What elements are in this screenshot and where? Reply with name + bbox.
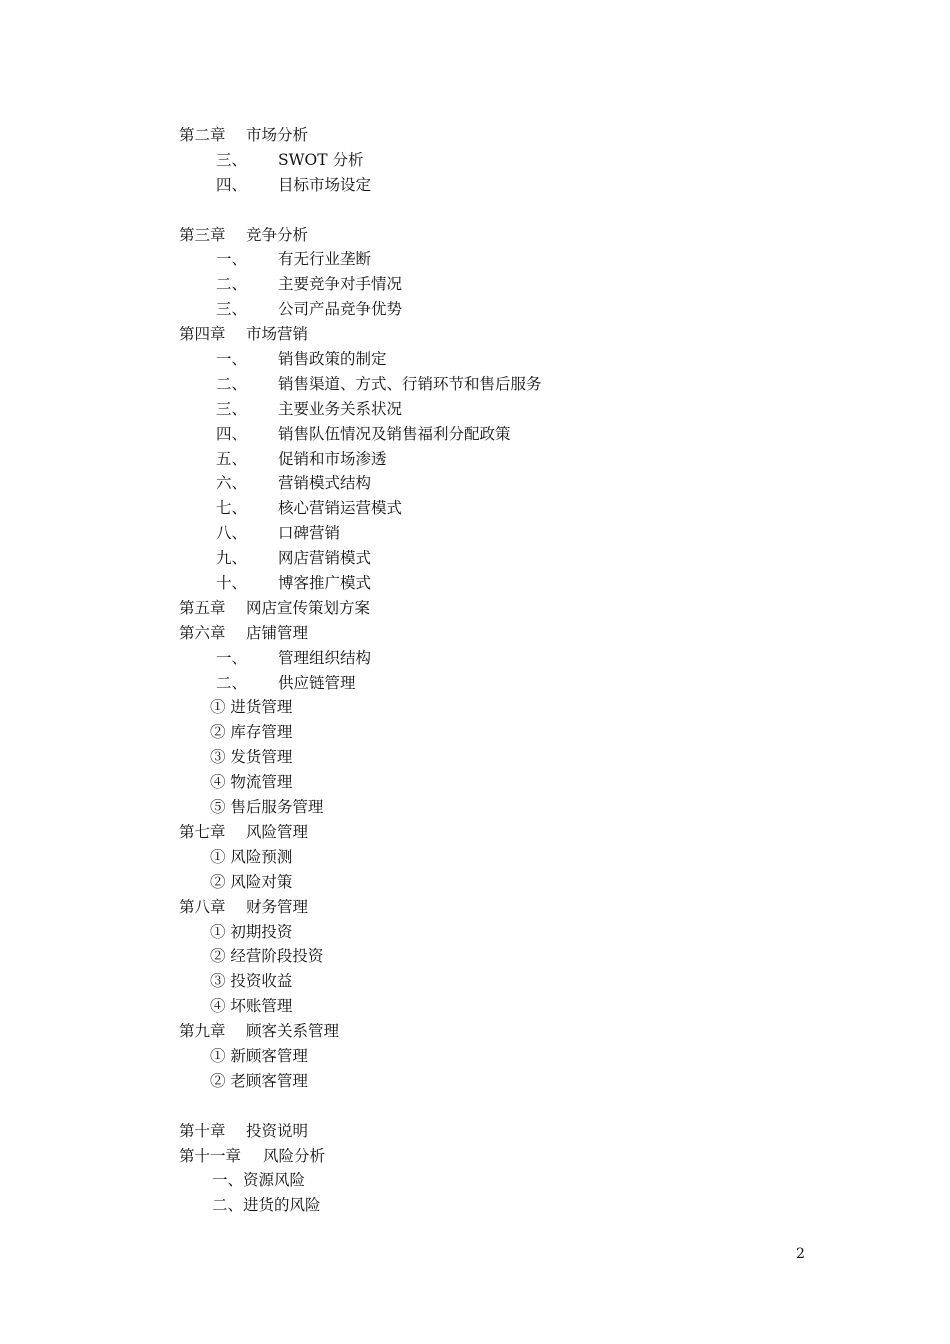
section-title: 供应链管理 <box>278 673 356 692</box>
chapter-title: 市场分析 <box>246 126 309 144</box>
toc-section <box>179 1168 879 1193</box>
toc-section <box>179 471 879 496</box>
chapter-number: 第三章 <box>179 225 226 244</box>
chapter-number: 第十章 <box>179 1121 226 1140</box>
toc-section <box>179 173 879 198</box>
section-number: 五、 <box>216 449 248 468</box>
toc-section <box>179 571 879 596</box>
toc-section <box>179 247 879 272</box>
toc-chapter <box>179 895 879 920</box>
section-number: 二、 <box>212 1196 244 1215</box>
section-number: 九、 <box>216 549 248 568</box>
section-title: 促销和市场渗透 <box>278 449 387 468</box>
chapter-title: 店铺管理 <box>246 623 309 642</box>
toc-subitem: ① 风险预测 <box>210 847 293 866</box>
section-title: 目标市场设定 <box>278 175 372 194</box>
chapter-title: 风险管理 <box>246 822 309 841</box>
section-number: 二、 <box>216 673 248 692</box>
chapter-title: 市场营销 <box>246 325 309 344</box>
chapter-number: 第四章 <box>179 325 226 344</box>
section-title: 管理组织结构 <box>278 648 372 667</box>
section-title: 销售队伍情况及销售福利分配政策 <box>278 424 511 443</box>
section-number: 四、 <box>216 175 248 194</box>
toc-chapter <box>179 820 879 845</box>
toc-section <box>179 646 879 671</box>
toc-subitem: ⑤ 售后服务管理 <box>210 798 324 817</box>
chapter-number: 第二章 <box>179 126 226 144</box>
section-number: 四、 <box>216 424 248 443</box>
section-title: 进货的风险 <box>243 1196 321 1215</box>
section-title: 主要业务关系状况 <box>278 399 403 418</box>
table-of-contents <box>179 123 879 1218</box>
section-title: 口碑营销 <box>278 524 341 543</box>
section-number: 二、 <box>216 374 248 393</box>
toc-section <box>179 148 879 173</box>
chapter-title: 投资说明 <box>246 1121 309 1140</box>
toc-section <box>179 297 879 322</box>
chapter-title: 网店宣传策划方案 <box>246 598 371 617</box>
toc-section <box>179 272 879 297</box>
section-title: 博客推广模式 <box>278 574 372 593</box>
toc-chapter <box>179 621 879 646</box>
chapter-number: 第八章 <box>179 897 226 916</box>
section-number: 一、 <box>212 1171 244 1190</box>
section-title: 核心营销运营模式 <box>278 499 403 518</box>
toc-subitem: ② 老顾客管理 <box>210 1071 308 1090</box>
toc-chapter <box>179 1144 879 1169</box>
section-number: 七、 <box>216 499 248 518</box>
toc-chapter <box>179 223 879 248</box>
section-number: 三、 <box>216 399 248 418</box>
section-number: 十、 <box>216 574 248 593</box>
toc-section <box>179 347 879 372</box>
section-number: 一、 <box>216 350 248 369</box>
chapter-number: 第五章 <box>179 598 226 617</box>
section-title: SWOT 分析 <box>278 150 364 169</box>
toc-section <box>179 422 879 447</box>
toc-section <box>179 1193 879 1218</box>
section-number: 三、 <box>216 150 248 169</box>
section-title: 公司产品竞争优势 <box>278 300 403 319</box>
toc-chapter <box>179 1119 879 1144</box>
page-number: 2 <box>796 1246 805 1262</box>
toc-subitem: ① 新顾客管理 <box>210 1046 308 1065</box>
section-title: 主要竞争对手情况 <box>278 275 403 294</box>
toc-subitem: ③ 发货管理 <box>210 748 293 767</box>
section-number: 一、 <box>216 648 248 667</box>
toc-chapter <box>179 123 879 148</box>
section-title: 销售渠道、方式、行销环节和售后服务 <box>278 374 542 393</box>
toc-subitem: ① 进货管理 <box>210 698 293 717</box>
toc-section <box>179 496 879 521</box>
toc-subitem: ④ 物流管理 <box>210 773 293 792</box>
toc-subitem: ② 经营阶段投资 <box>210 947 324 966</box>
toc-subitem: ① 初期投资 <box>210 922 293 941</box>
toc-section <box>179 546 879 571</box>
toc-subitem: ④ 坏账管理 <box>210 997 293 1016</box>
section-number: 八、 <box>216 524 248 543</box>
section-title: 销售政策的制定 <box>278 350 387 369</box>
chapter-title: 顾客关系管理 <box>246 1022 340 1041</box>
toc-section <box>179 671 879 696</box>
chapter-title: 竞争分析 <box>246 225 309 244</box>
chapter-number: 第六章 <box>179 623 226 642</box>
toc-chapter <box>179 1019 879 1044</box>
section-title: 有无行业垄断 <box>278 250 372 269</box>
chapter-title: 财务管理 <box>246 897 309 916</box>
blank-line <box>179 1094 879 1119</box>
section-number: 一、 <box>216 250 248 269</box>
toc-chapter <box>179 322 879 347</box>
section-number: 三、 <box>216 300 248 319</box>
section-title: 网店营销模式 <box>278 549 372 568</box>
toc-section <box>179 447 879 472</box>
toc-section <box>179 397 879 422</box>
toc-section <box>179 372 879 397</box>
toc-subitem: ② 库存管理 <box>210 723 293 742</box>
section-title: 资源风险 <box>243 1171 306 1190</box>
chapter-number: 第九章 <box>179 1022 226 1041</box>
section-title: 营销模式结构 <box>278 474 372 493</box>
toc-subitem: ③ 投资收益 <box>210 972 293 991</box>
toc-section <box>179 521 879 546</box>
blank-line <box>179 198 879 223</box>
section-number: 六、 <box>216 474 248 493</box>
toc-subitem: ② 风险对策 <box>210 872 293 891</box>
chapter-number: 第十一章 <box>179 1146 242 1165</box>
toc-chapter <box>179 596 879 621</box>
chapter-number: 第七章 <box>179 822 226 841</box>
chapter-title: 风险分析 <box>263 1146 326 1165</box>
section-number: 二、 <box>216 275 248 294</box>
